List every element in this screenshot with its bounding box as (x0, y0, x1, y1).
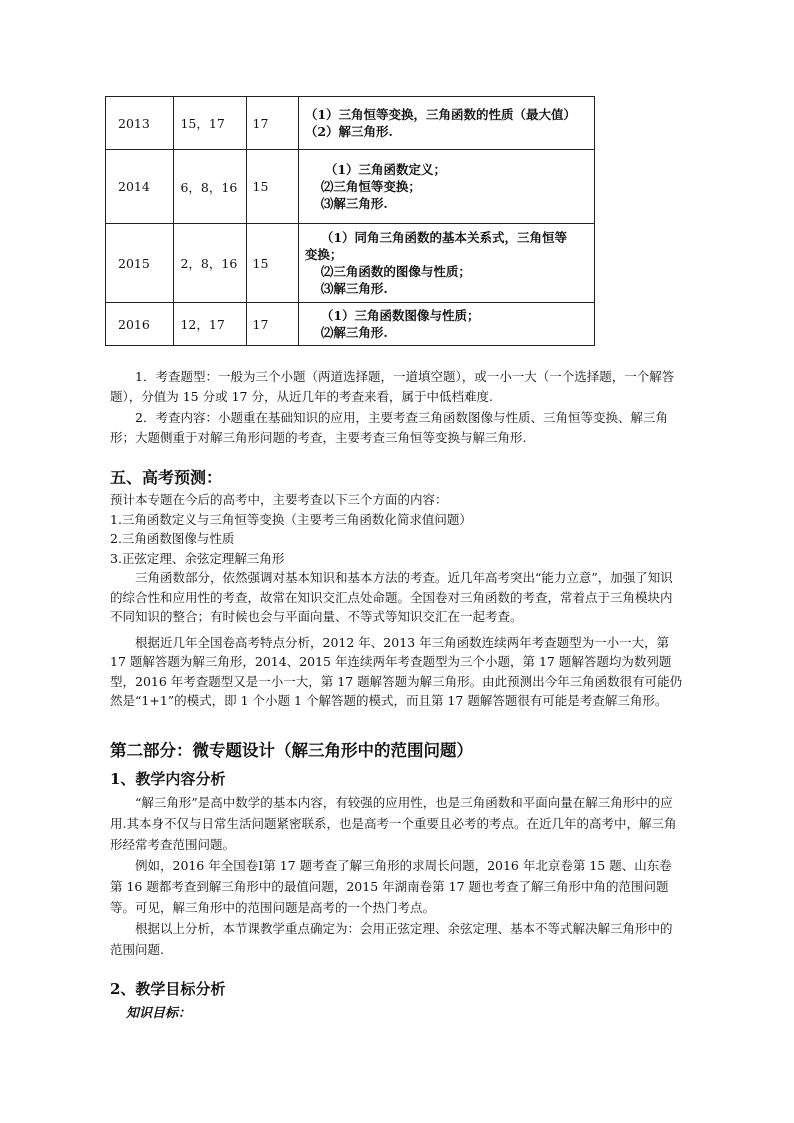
content-cell (298, 97, 594, 150)
content-cell (298, 150, 594, 224)
score-cell: 17 (246, 97, 298, 150)
content-line: （1）三角函数定义； (324, 162, 447, 177)
table-row (106, 150, 595, 224)
score-cell: 15 (246, 224, 298, 303)
question-numbers-cell: 2，8，16 (174, 224, 246, 303)
forecast-paragraph: 三角函数部分，依然强调对基本知识和基本方法的考查。近几年高考突出“能力立意”，加强了知识的综合性和应用性的考查，故常在知识交汇点处命题。全国卷对三角函数的考查，常着点于三角模块内不同知识的整合；有时候也会与平面向量、不等式等知识交汇在一起考查。 (110, 570, 673, 624)
forecast-point: 1.三角函数定义与三角恒等变换（主要考三角函数化简求值问题） (110, 511, 472, 527)
content-line: （1）三角恒等变换，三角函数的性质（最大值） (304, 107, 577, 122)
year-cell: 2015 (106, 224, 174, 303)
summary-item-content: 2．考查内容：小题重在基础知识的应用，主要考查三角函数图像与性质、三角恒等变换、解三角形；大题侧重于对解三角形问题的考查，主要考查三角恒等变换与解三角形. (110, 410, 668, 445)
content-line: （1）同角三角函数的基本关系式，三角恒等 (320, 230, 568, 245)
content-line: ⑶解三角形. (320, 196, 388, 211)
analysis-paragraph: “解三角形”是高中数学的基本内容，有较强的应用性，也是三角函数和平面向量在解三角形中的应用.其本身不仅与日常生活问题紧密联系，也是高考一个重要且必考的考点。在近几年的高考中，解三角形经常考查范围问题。 (110, 795, 677, 852)
forecast-intro: 预计本专题在今后的高考中，主要考查以下三个方面的内容： (110, 492, 448, 507)
content-cell (298, 303, 594, 346)
content-line: （1）三角函数图像与性质； (320, 308, 480, 323)
table-row (106, 224, 595, 303)
content-line: ⑵三角恒等变换； (320, 179, 421, 194)
forecast-body (110, 490, 684, 711)
forecast-paragraph: 根据近几年全国卷高考特点分析，2012 年、2013 年三角函数连续两年考查题型为一小一大，第 17 题解答题为解三角形，2014、2015 年连续两年考查题型为三个小题，第 17 题解答题均为数列题型，2016 年考查题型又是一小一大，第 17 题解答题为解三角形。由此预测出今年三角函数很有可能仍然是“1+1”的模式，即 1 个小题 1 个解答题的模式，而且第 17 题解答题很有可能是考查解三角形。 (110, 634, 683, 708)
section-heading-content-analysis: 1、教学内容分析 (110, 770, 226, 788)
content-line: ⑵三角函数的图像与性质； (320, 264, 471, 279)
score-cell: 15 (246, 150, 298, 224)
year-cell: 2016 (106, 303, 174, 346)
content-line: （2）解三角形. (304, 124, 393, 139)
question-numbers-cell: 12，17 (174, 303, 246, 346)
table-row (106, 303, 595, 346)
year-cell: 2014 (106, 150, 174, 224)
year-cell: 2013 (106, 97, 174, 150)
section-heading-forecast: 五、高考预测： (110, 468, 223, 487)
content-line: ⑵解三角形. (320, 325, 388, 340)
content-analysis-body (110, 792, 684, 960)
exam-history-table (105, 96, 595, 346)
part2-heading: 第二部分：微专题设计（解三角形中的范围问题） (110, 741, 473, 760)
section-heading-objectives: 2、教学目标分析 (110, 980, 226, 998)
analysis-paragraph: 根据以上分析，本节课教学重点确定为：会用正弦定理、余弦定理、基本不等式解决解三角形中的范围问题. (110, 921, 673, 957)
table-row (106, 97, 595, 150)
summary-item-question-types: 1．考查题型：一般为三个小题（两道选择题，一道填空题），或一小一大（一个选择题，一个解答题），分值为 15 分或 17 分，从近几年的考查来看，属于中低档难度. (110, 369, 675, 404)
content-line: ⑶解三角形. (320, 281, 388, 296)
forecast-point: 3.正弦定理、余弦定理解三角形 (110, 550, 285, 566)
question-numbers-cell: 15，17 (174, 97, 246, 150)
content-line: 变换； (304, 247, 343, 262)
knowledge-objectives-label: 知识目标： (126, 1006, 192, 1021)
score-cell: 17 (246, 303, 298, 346)
question-numbers-cell: 6，8，16 (174, 150, 246, 224)
analysis-paragraph: 例如，2016 年全国卷Ⅰ第 17 题考查了解三角形的求周长问题，2016 年北京卷第 15 题、山东卷第 16 题都考查到解三角形中的最值问题，2015 年湖南卷第 17 题也考查了解三角形中角的范围问题等。可见，解三角形中的范围问题是高考的一个热门考点。 (110, 858, 672, 915)
forecast-point: 2.三角函数图像与性质 (110, 531, 235, 546)
content-cell (298, 224, 594, 303)
